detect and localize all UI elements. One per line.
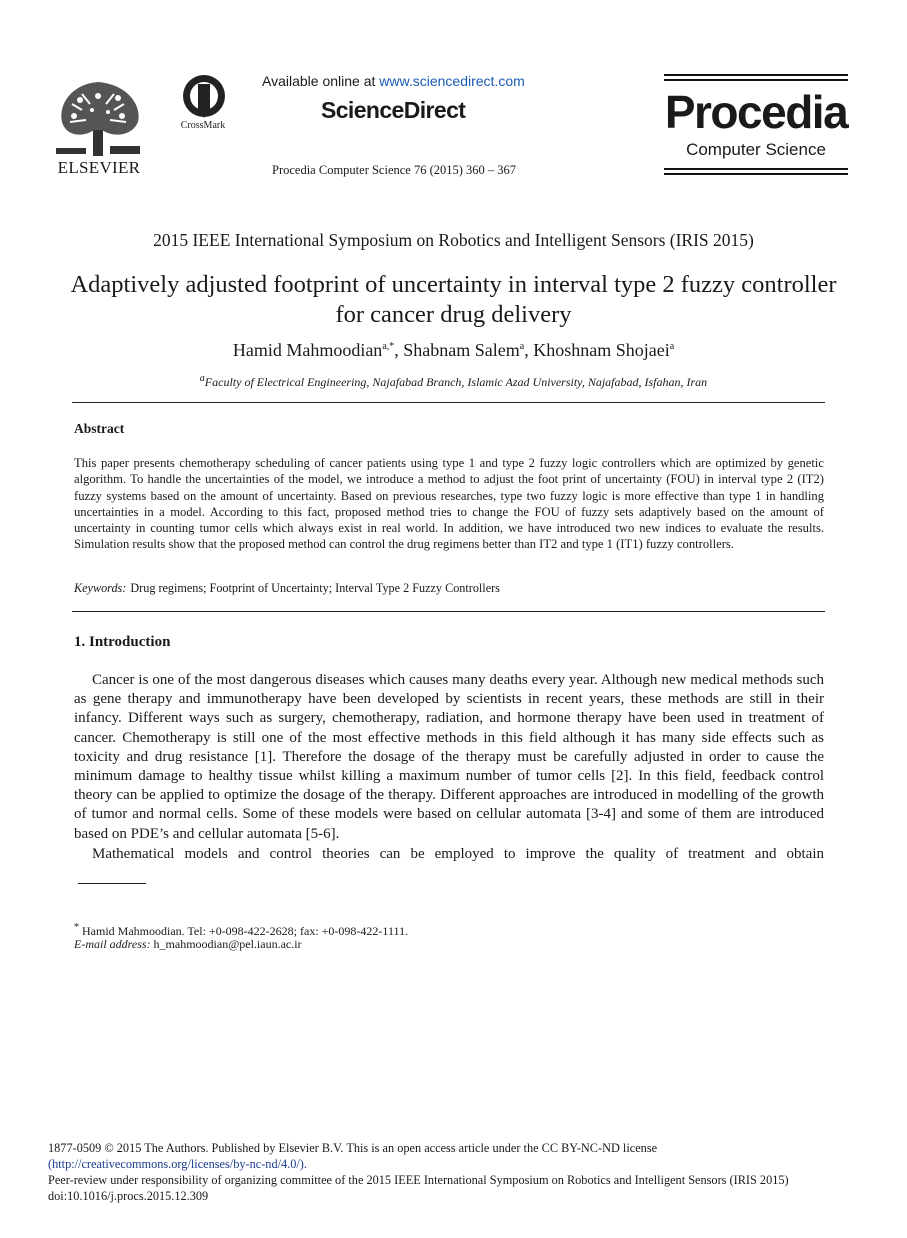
footnote-email bbox=[74, 937, 302, 952]
procedia-title: Procedia bbox=[664, 86, 848, 138]
author-name: Khoshnam Shojaei bbox=[533, 340, 670, 360]
affiliation bbox=[0, 373, 907, 390]
email-address[interactable]: h_mahmoodian@pel.iaun.ac.ir bbox=[153, 937, 302, 951]
available-online bbox=[262, 73, 525, 89]
author-affiliation-mark: a bbox=[519, 341, 525, 352]
author-name: Hamid Mahmoodian bbox=[232, 340, 383, 360]
footnote-contact-text: Hamid Mahmoodian. Tel: +0-098-422-2628; fax: +0-098-422-1111. bbox=[82, 924, 409, 938]
author-affiliation-mark: a,* bbox=[382, 341, 395, 352]
procedia-subtitle: Computer Science bbox=[686, 140, 826, 159]
journal-reference: Procedia Computer Science 76 (2015) 360 – 367 bbox=[272, 163, 517, 177]
keywords bbox=[74, 581, 500, 596]
doi: doi:10.1016/j.procs.2015.12.309 bbox=[48, 1189, 209, 1203]
keywords-label: Keywords: bbox=[74, 581, 127, 595]
publisher-name: ELSEVIER bbox=[57, 158, 141, 177]
procedia-logo bbox=[664, 74, 848, 176]
paper-title: Adaptively adjusted footprint of uncertainty in interval type 2 fuzzy controller for cancer drug delivery bbox=[70, 271, 837, 328]
license-link[interactable]: (http://creativecommons.org/licenses/by-nc-nd/4.0/). bbox=[48, 1157, 307, 1171]
keywords-list: Drug regimens; Footprint of Uncertainty; Interval Type 2 Fuzzy Controllers bbox=[130, 581, 500, 595]
crossmark-label: CrossMark bbox=[180, 120, 226, 131]
divider bbox=[72, 402, 825, 403]
abstract-heading: Abstract bbox=[74, 421, 125, 436]
affiliation-mark: a bbox=[199, 373, 205, 384]
author-affiliation-mark: a bbox=[669, 341, 675, 352]
intro-paragraph: Mathematical models and control theories can be employed to improve the quality of treatment and obtain bbox=[92, 846, 824, 862]
footnote-rule bbox=[78, 883, 146, 884]
section-heading: 1. Introduction bbox=[74, 634, 171, 650]
sciencedirect-brand: ScienceDirect bbox=[321, 97, 466, 123]
email-label: E-mail address: bbox=[74, 937, 151, 951]
affiliation-text: Faculty of Electrical Engineering, Najafabad Branch, Islamic Azad University, Najafabad, Isfahan, Iran bbox=[204, 375, 708, 389]
available-prefix: Available online at bbox=[262, 73, 380, 89]
conference-name: 2015 IEEE International Symposium on Robotics and Intelligent Sensors (IRIS 2015) bbox=[153, 230, 754, 250]
sciencedirect-link[interactable]: www.sciencedirect.com bbox=[379, 73, 525, 89]
footnote-marker: * bbox=[74, 922, 79, 933]
divider bbox=[72, 611, 825, 612]
author-list: Hamid Mahmoodian$^{a,*}$, Shabnam Salem$^a$, Khoshnam Shojaei$^a$ bbox=[232, 340, 675, 360]
intro-paragraph: Cancer is one of the most dangerous diseases which causes many deaths every year. Although new medical methods such as gene therapy and immunotherapy have been developed by scientists in recent years, these methods are still in their infancy. Different ways such as surgery, chemotherapy, radiation, and hormone therapy have been used in treatment of cancer. Chemotherapy is still one of the most effective methods in this field although it has many side effects such as toxicity and drug resistance [1]. Therefore the dosage of the therapy must be carefully adjusted in order to cause the minimum damage to healthy tissue whilst killing a maximum number of tumor cells [2]. In this field, feedback control theory can be applied to optimize the dosage of the therapy. Different approaches are introduced in modelling of the growth of tumor and normal cells. Some of these models were based on cellular automata [3-4] and some of them are introduced based on PDE’s and cellular automata [5-6]. bbox=[74, 672, 824, 842]
license-line: 1877-0509 © 2015 The Authors. Published by Elsevier B.V. This is an open access article under the CC BY-NC-ND license bbox=[48, 1141, 658, 1155]
license-block bbox=[48, 1140, 858, 1204]
peer-review-line: Peer-review under responsibility of organizing committee of the 2015 IEEE International Symposium on Robotics and Intelligent Sensors (IRIS 2015) bbox=[48, 1173, 789, 1187]
author-name: Shabnam Salem bbox=[403, 340, 520, 360]
abstract-text: This paper presents chemotherapy scheduling of cancer patients using type 1 and type 2 fuzzy logic controllers which are optimized by genetic algorithm. To handle the uncertainties of the model, we introduce a method to adjust the foot print of uncertainty (FOU) in interval type 2 (IT2) fuzzy systems based on the amount of uncertainty. Based on previous researches, type two fuzzy logic is more effective than type 1 in handling uncertainties in a model. According to this fact, proposed method tries to change the FOU of fuzzy sets adaptively based on the amount of uncertainty in counting tumor cells which always exist in real world. In addition, we have introduced two new indices to evaluate the results. Simulation results show that the proposed method can control the drug regimens better than IT2 and type 1 (IT1) fuzzy controllers. bbox=[74, 456, 824, 552]
